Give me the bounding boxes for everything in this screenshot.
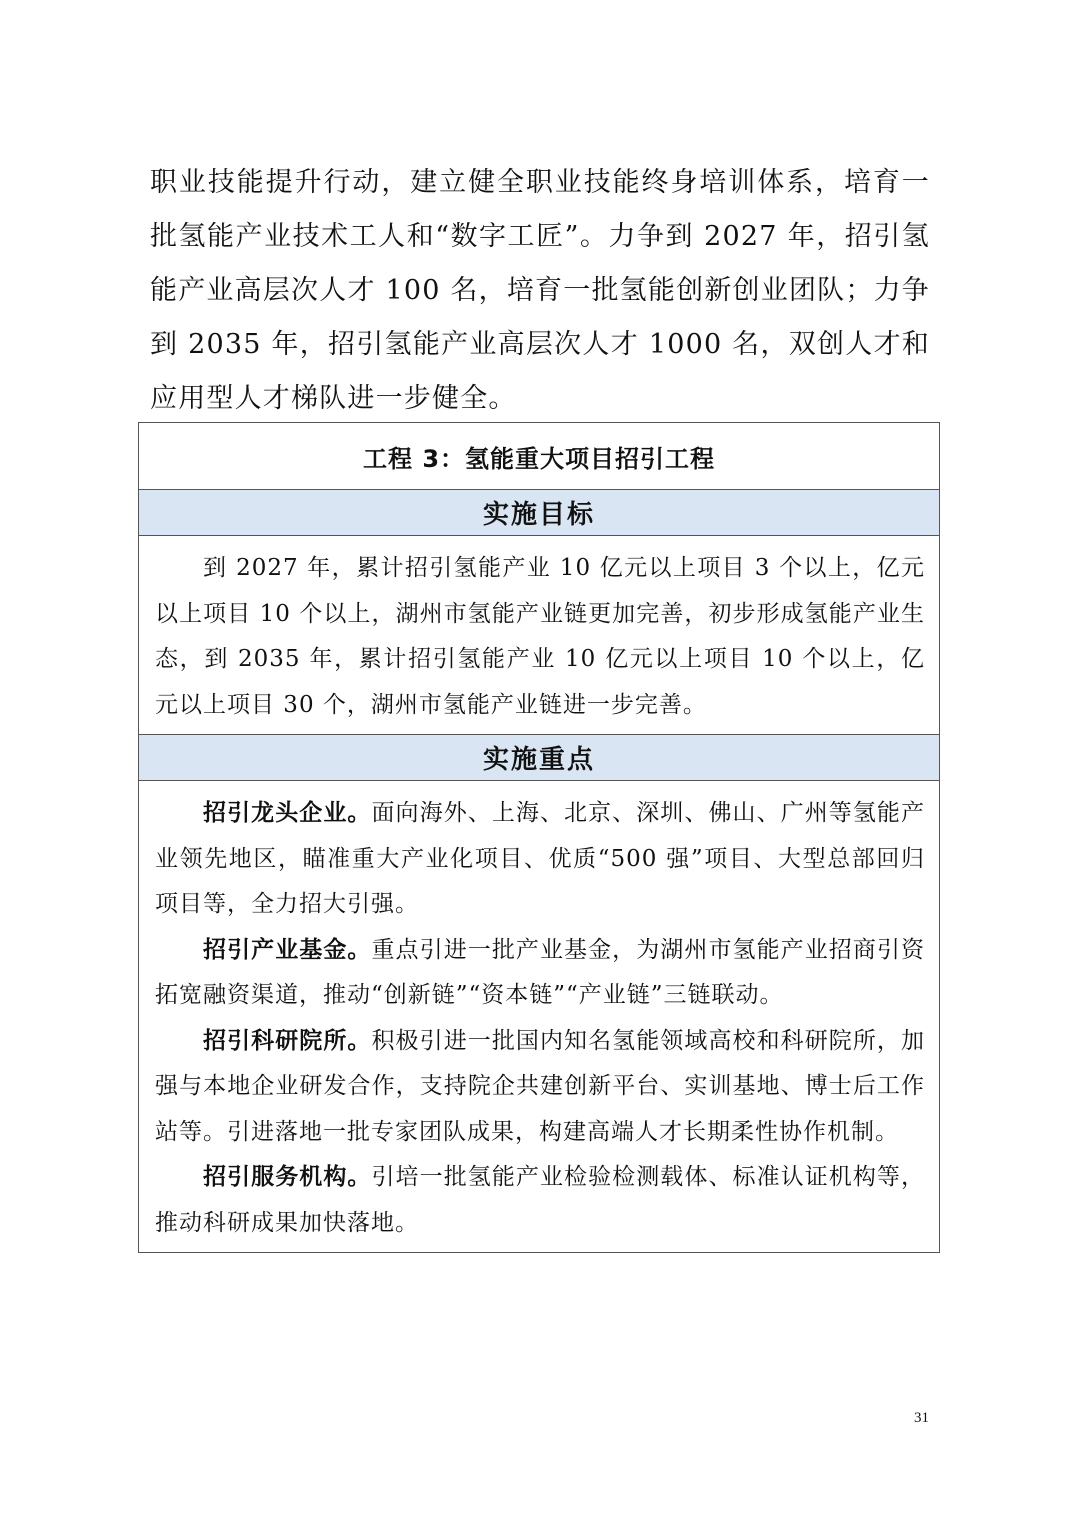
- project-box: [138, 422, 940, 1253]
- page-number: 31: [914, 1410, 929, 1426]
- intro-paragraph: 职业技能提升行动，建立健全职业技能终身培训体系，培育一批氢能产业技术工人和“数字工匠”。力争到 2027 年，招引氢能产业高层次人才 100 名，培育一批氢能创新创业团队；力争到 2035 年，招引氢能产业高层次人才 1000 名，双创人才和应用型人才梯队进一步健全。: [150, 167, 930, 414]
- project-title: 工程 3：氢能重大项目招引工程: [139, 423, 939, 490]
- focus-item-lead: 招引科研院所。: [203, 1027, 372, 1054]
- focus-list: [139, 781, 939, 1252]
- focus-heading: 实施重点: [139, 734, 939, 781]
- focus-item-lead: 招引服务机构。: [203, 1164, 372, 1190]
- focus-item-lead: 招引龙头企业。: [203, 800, 372, 826]
- focus-item-text: 积极引进一批国内知名氢能领域高校和科研院所，加强与本地企业研发合作，支持院企共建创新平台、实训基地、博士后工作站等。引进落地一批专家团队成果，构建高端人才长期柔性协作机制。: [155, 1027, 926, 1145]
- focus-item: [155, 1019, 925, 1156]
- focus-item-text: 面向海外、上海、北京、深圳、佛山、广州等氢能产业领先地区，瞄准重大产业化项目、优质“500 强”项目、大型总部回归项目等，全力招大引强。: [155, 800, 926, 917]
- goal-text: 到 2027 年，累计招引氢能产业 10 亿元以上项目 3 个以上，亿元以上项目 10 个以上，湖州市氢能产业链更加完善，初步形成氢能产业生态，到 2035 年，累计招引氢能产业 10 亿元以上项目 10 个以上，亿元以上项目 30 个，湖州市氢能产业链进一步完善。: [155, 555, 925, 718]
- focus-item: [155, 791, 925, 928]
- focus-item-text: 重点引进一批产业基金，为湖州市氢能产业招商引资拓宽融资渠道，推动“创新链”“资本链”“产业链”三链联动。: [155, 936, 926, 1008]
- focus-item-text: 引培一批氢能产业检验检测载体、标准认证机构等，推动科研成果加快落地。: [155, 1164, 926, 1236]
- focus-item: [155, 1155, 925, 1246]
- goal-heading: 实施目标: [139, 490, 939, 536]
- focus-item-lead: 招引产业基金。: [203, 936, 372, 963]
- focus-item: [155, 928, 925, 1019]
